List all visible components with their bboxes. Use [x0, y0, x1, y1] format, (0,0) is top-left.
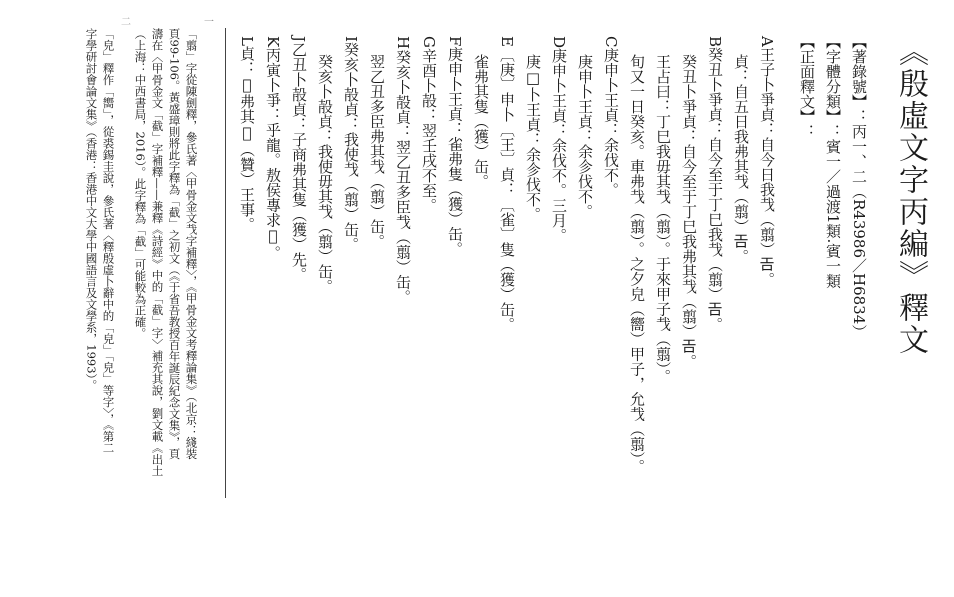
- transcription-entry: [312, 14, 338, 583]
- entry-text: 癸丑卜爭貞：自今至于丁巳我弗其𢦏（翦）𢀛。: [680, 54, 698, 369]
- entry-text: 癸亥卜㱿貞：翌乙丑多臣𢦏（翦）缶。: [394, 49, 412, 305]
- entry-text: 庚申卜王貞：余伐不。: [602, 47, 620, 198]
- page-title: 《殷虛文字丙編》釋文: [893, 36, 928, 356]
- entry-label: C: [602, 36, 620, 48]
- footnote-line: （上海：中西書局，2016）。此字釋為「截」可能較為正確。: [133, 28, 148, 340]
- footnote-line: 濤在〈甲骨金文「截」字補釋——兼釋《詩經》中的「截」字〉補充其說，劉文載《出土: [150, 28, 165, 477]
- transcription-entry: [442, 14, 468, 583]
- transcription-entry: [260, 14, 286, 583]
- entry-label: L: [238, 36, 256, 46]
- entry-text: 庚申卜王貞：余㐱伐不。: [576, 54, 594, 219]
- footnotes: [83, 14, 200, 583]
- transcription-entry: [650, 14, 676, 583]
- entry-label: A: [758, 36, 776, 47]
- footnote-line: 頁99-106。黃盛璋則將此字釋為「截」之初文（《于省吾教授百年誕辰紀念文集》，頁: [167, 28, 182, 460]
- entry-text: 旬又一日癸亥。車弗𢦏（翦）。之夕皃（嚮）甲子，允𢦏（翦）。: [628, 54, 646, 474]
- transcription-entry: [546, 14, 572, 583]
- entry-text: 丙寅卜爭：乎龍。敖侯專求𢼸。: [264, 47, 282, 261]
- note-marker-2: 二: [118, 16, 130, 26]
- entry-label: B: [706, 36, 724, 48]
- entry-text: 辛酉卜㱿：翌壬戌不至。: [420, 47, 438, 213]
- entry-text: 癸丑卜爭貞：自今至于丁巳我𢦏（翦）𢀛。: [706, 47, 724, 333]
- entry-text: 癸亥卜㱿貞：我使毋其𢦏（翦）缶。: [316, 54, 334, 294]
- transcription-entry: [702, 14, 728, 583]
- entry-text: 庚申卜王貞：雀弗隻（獲）缶。: [446, 46, 464, 257]
- entry-label: I: [342, 36, 360, 42]
- transcription-entry: [364, 14, 390, 583]
- entry-text: 翌乙丑多臣弗其𢦏（翦）缶。: [368, 54, 386, 249]
- transcription-entry: [520, 14, 546, 583]
- transcription-entry: [416, 14, 442, 583]
- note-marker-1: 一: [201, 16, 213, 26]
- entry-label: E: [498, 36, 516, 47]
- footnote-line: 「皃」釋作「嚮」，從裘錫圭說，參氏著〈釋殷虛卜辭中的「皃」「皃」等字〉，《第二: [101, 28, 116, 454]
- entry-text: 王占曰：丁巳我毋其𢦏（翦）。于來甲子𢦏（翦）。: [654, 54, 672, 384]
- transcription-entry: [754, 14, 780, 583]
- entry-label: G: [420, 36, 438, 48]
- entry-text: 雀弗其隻（獲）缶。: [472, 54, 490, 189]
- entry-text: 貞：自五日我弗其𢦏（翦）𢀛。: [732, 54, 750, 264]
- entry-label: D: [550, 36, 568, 49]
- entry-text: 庚申卜王貞：余伐不。三月。: [550, 48, 568, 244]
- footnote-line: 字學研討會論文集》（香港：香港中文大學中國語言及文學系，1993）。: [84, 28, 99, 391]
- section-heading: 【正面釋文】：: [798, 34, 816, 139]
- transcription-entry: [572, 14, 598, 583]
- entry-label: F: [446, 36, 464, 47]
- entry-text: 貞：𤞷弗其𢀛（贊）王事。: [238, 45, 256, 232]
- entry-text: 乙丑卜㱿貞：子商弗其隻（獲）先。: [290, 42, 308, 283]
- entry-text: 庚□卜王貞：余㐱伐不。: [524, 54, 542, 222]
- entry-text: 〔庚〕申卜〔王〕貞：〔雀〕隻（獲）缶。: [498, 46, 516, 332]
- transcription-list: [234, 14, 780, 583]
- transcription-entry: [234, 14, 260, 583]
- footnote-line: 「翦」字從陳劍釋，參氏著〈甲骨金文𢦏字補釋〉，《甲骨金文考釋論集》（北京：綫裝: [184, 28, 199, 460]
- transcription-entry: [286, 14, 312, 583]
- source-line: 【著錄號】：丙一、二（R43986／H6834）: [850, 34, 868, 340]
- note-divider: [225, 28, 226, 498]
- transcription-entry: [390, 14, 416, 583]
- entry-text: 癸亥卜㱿貞：我使𢦏（翦）缶。: [342, 41, 360, 252]
- entry-label: J: [290, 36, 308, 43]
- transcription-entry: [338, 14, 364, 583]
- entry-label: K: [264, 36, 282, 48]
- classification-line: 【字體分類】：賓一／過渡1類.賓一類: [824, 34, 842, 289]
- transcription-entry: [598, 14, 624, 583]
- transcription-entry: [468, 14, 494, 583]
- transcription-entry: [624, 14, 650, 583]
- entry-text: 王子卜爭貞：自今日我𢦏（翦）𢀛。: [758, 46, 776, 287]
- entry-label: H: [394, 36, 412, 50]
- transcription-entry: [676, 14, 702, 583]
- transcription-entry: [728, 14, 754, 583]
- transcription-entry: [494, 14, 520, 583]
